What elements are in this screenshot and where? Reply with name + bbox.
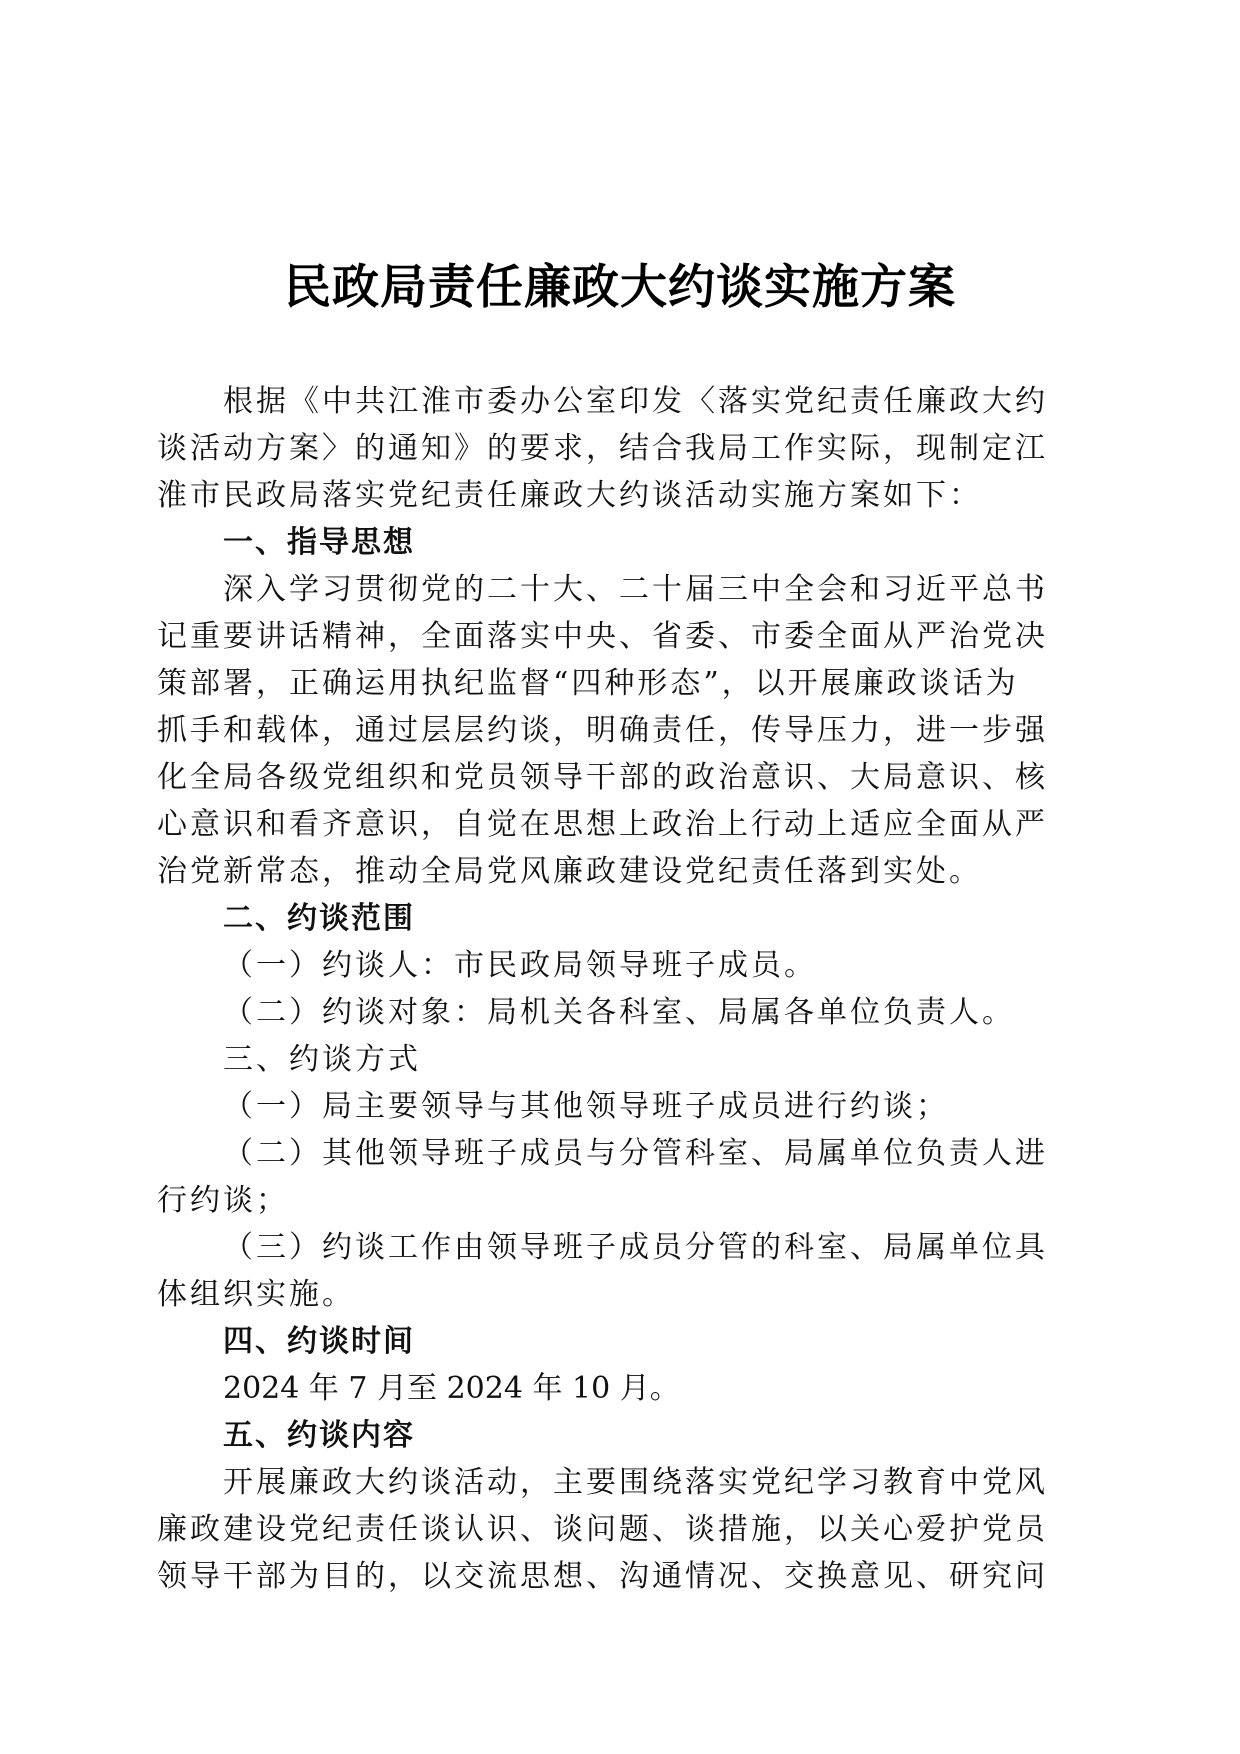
paragraph-line: 记重要讲话精神，全面落实中央、省委、市委全面从严治党决 xyxy=(157,619,1048,654)
paragraph-line: 策部署，正确运用执纪监督“四种形态”，以开展廉政谈话为 xyxy=(157,666,1019,701)
paragraph-line: 开展廉政大约谈活动，主要围绕落实党纪学习教育中党风 xyxy=(223,1465,1048,1500)
list-item: （二）其他领导班子成员与分管科室、局属单位负责人进 xyxy=(223,1136,1048,1171)
list-item: （三）约谈工作由领导班子成员分管的科室、局属单位具 xyxy=(223,1230,1048,1265)
paragraph-line: 领导干部为目的，以交流思想、沟通情况、交换意见、研究问 xyxy=(157,1559,1048,1594)
paragraph-line: 廉政建设党纪责任谈认识、谈问题、谈措施，以关心爱护党员 xyxy=(157,1512,1048,1547)
intro-line: 根据《中共江淮市委办公室印发〈落实党纪责任廉政大约 xyxy=(223,384,1048,419)
list-item: （一）约谈人：市民政局领导班子成员。 xyxy=(223,948,817,983)
paragraph-line: 抓手和载体，通过层层约谈，明确责任，传导压力，进一步强 xyxy=(157,713,1048,748)
section-heading: 二、约谈范围 xyxy=(223,901,415,936)
paragraph-line: 深入学习贯彻党的二十大、二十届三中全会和习近平总书 xyxy=(223,572,1048,607)
document-body xyxy=(157,378,1087,1600)
list-item: （一）局主要领导与其他领导班子成员进行约谈； xyxy=(223,1089,949,1124)
intro-line: 淮市民政局落实党纪责任廉政大约谈活动实施方案如下： xyxy=(157,478,982,513)
section-heading: 三、约谈方式 xyxy=(223,1042,421,1077)
section-heading: 四、约谈时间 xyxy=(223,1324,415,1359)
list-item-continuation: 行约谈； xyxy=(157,1183,289,1218)
intro-line: 谈活动方案〉的通知》的要求，结合我局工作实际，现制定江 xyxy=(157,431,1048,466)
section-heading: 一、指导思想 xyxy=(223,525,415,560)
paragraph-line: 治党新常态，推动全局党风廉政建设党纪责任落到实处。 xyxy=(157,854,982,889)
paragraph-line: 化全局各级党组织和党员领导干部的政治意识、大局意识、核 xyxy=(157,760,1048,795)
list-item: （二）约谈对象：局机关各科室、局属各单位负责人。 xyxy=(223,995,1015,1030)
date-range: 2024 年 7 月至 2024 年 10 月。 xyxy=(223,1371,680,1406)
paragraph-line: 心意识和看齐意识，自觉在思想上政治上行动上适应全面从严 xyxy=(157,807,1048,842)
document-title: 民政局责任廉政大约谈实施方案 xyxy=(284,260,956,315)
section-heading: 五、约谈内容 xyxy=(223,1418,415,1453)
list-item-continuation: 体组织实施。 xyxy=(157,1277,355,1312)
